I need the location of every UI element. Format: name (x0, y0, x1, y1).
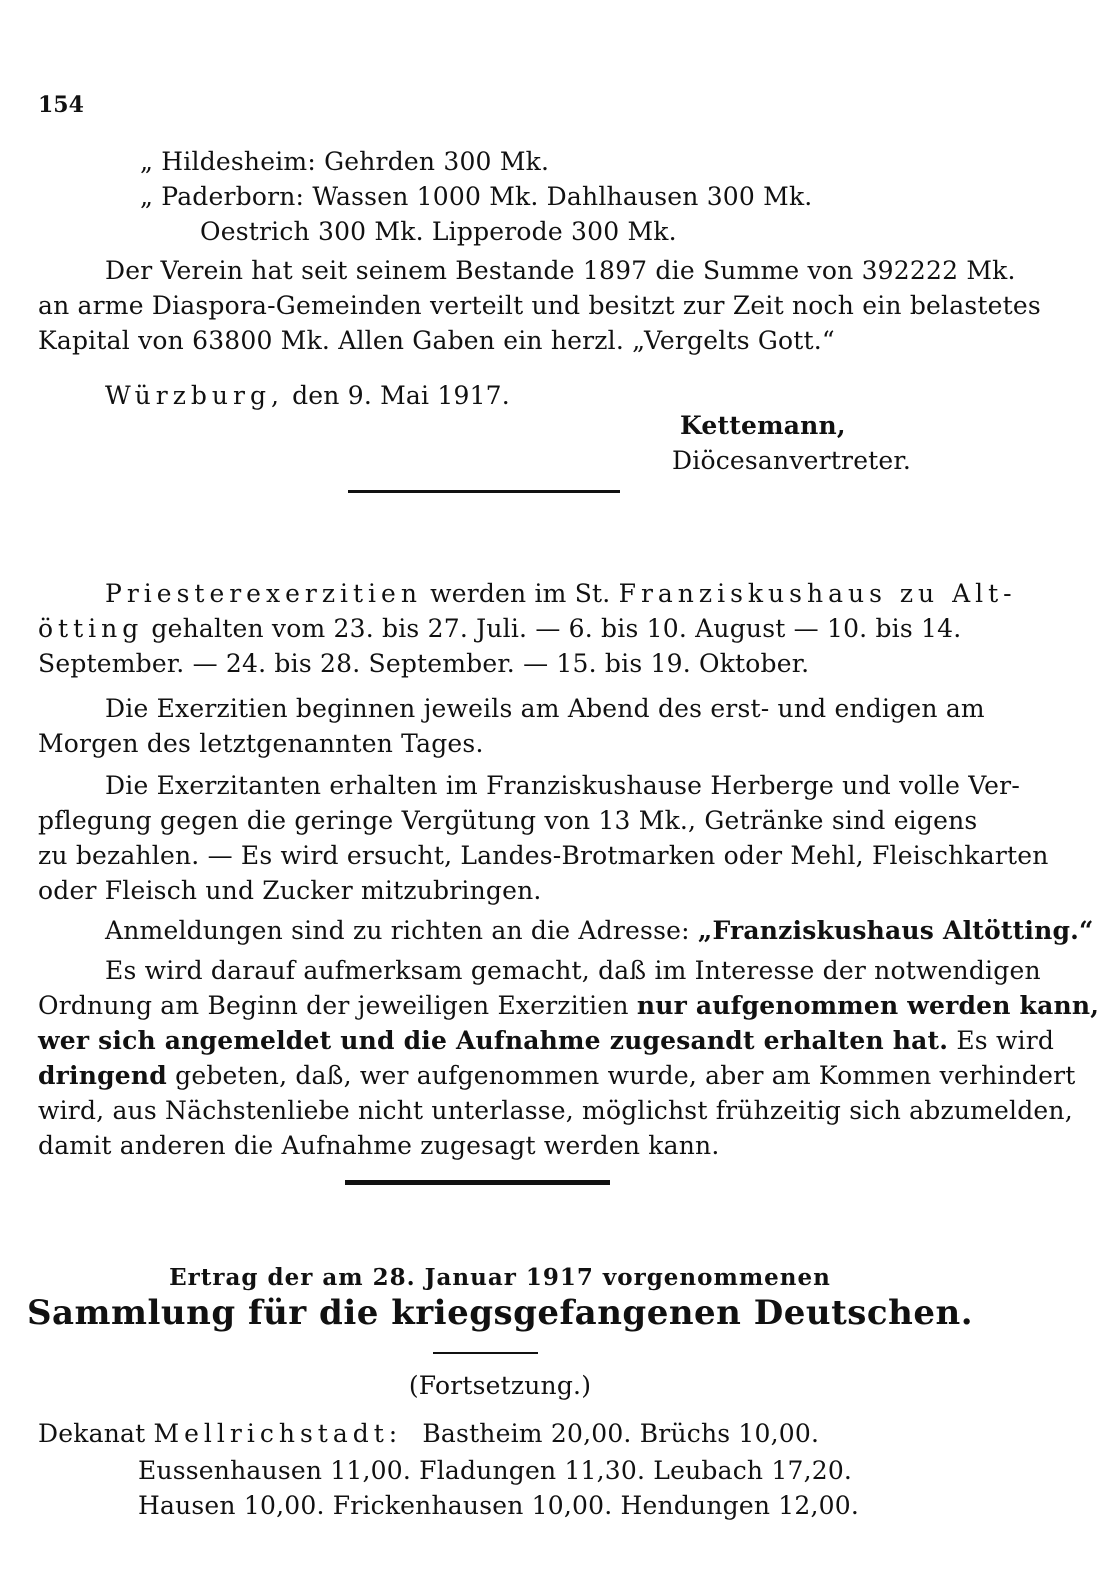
signature-date: den 9. Mai 1917. (292, 381, 510, 410)
exerzitien-p2-line-1: Die Exerzitien beginnen jeweils am Abend des erst- und endigen am (105, 694, 985, 723)
exerzitien-line-2 (38, 613, 961, 645)
exerzitien-line-2-text: gehalten vom 23. bis 27. Juli. — 6. bis 10. August — 10. bis 14. (151, 614, 962, 643)
exerzitien-line-1 (105, 578, 1017, 610)
continuation-label: (Fortsetzung.) (408, 1371, 592, 1400)
signature-title: Diöcesanvertreter. (672, 446, 911, 475)
exerzitien-place-2: ötting (38, 614, 144, 643)
exerzitien-term: Priesterexerzitien (105, 579, 422, 608)
exerzitien-p2-line-2: Morgen des letztgenannten Tages. (38, 729, 484, 758)
verein-line-1: Der Verein hat seit seinem Bestande 1897 die Summe von 392222 Mk. (105, 256, 1016, 285)
dekanat-line (38, 1418, 819, 1450)
hinweis-line-2 (38, 990, 1099, 1022)
hinweis-line-5: wird, aus Nächstenliebe nicht unterlasse, möglichst frühzeitig sich abzumelden, (38, 1096, 1073, 1125)
sammlung-title: Sammlung für die kriegsgefangenen Deutschen. (26, 1293, 974, 1333)
verein-line-2: an arme Diaspora-Gemeinden verteilt und besitzt zur Zeit noch ein belastetes (38, 291, 1041, 320)
signature-place: Würzburg, (105, 381, 284, 410)
exerzitien-line-1-text: werden im St. (430, 579, 611, 608)
exerzitien-p3-line-3: zu bezahlen. — Es wird ersucht, Landes-Brotmarken oder Mehl, Fleischkarten (38, 841, 1049, 870)
hinweis-line-1: Es wird darauf aufmerksam gemacht, daß im Interesse der notwendigen (105, 956, 1041, 985)
signature-name: Kettemann, (680, 411, 846, 440)
donation-line-paderborn: „ Paderborn: Wassen 1000 Mk. Dahlhausen 300 Mk. (140, 182, 813, 211)
dekanat-name: Mellrichstadt: (153, 1419, 403, 1448)
hinweis-emphasis-2: wer sich angemeldet und die Aufnahme zugesandt erhalten hat. (38, 1026, 949, 1055)
hinweis-line-3-text: Es wird (956, 1026, 1055, 1055)
section-divider (348, 490, 620, 493)
section-divider-2 (345, 1180, 610, 1185)
anmeldung-line (105, 915, 1094, 947)
dekanat-row-3: Hausen 10,00. Frickenhausen 10,00. Hendungen 12,00. (138, 1491, 859, 1520)
verein-line-3: Kapital von 63800 Mk. Allen Gaben ein herzl. „Vergelts Gott.“ (38, 326, 835, 355)
hinweis-line-6: damit anderen die Aufnahme zugesagt werden kann. (38, 1131, 720, 1160)
signature-dateline (105, 380, 510, 412)
exerzitien-p3-line-2: pflegung gegen die geringe Vergütung von 13 Mk., Getränke sind eigens (38, 806, 978, 835)
anmeldung-address: „Franziskushaus Altötting.“ (697, 916, 1094, 945)
hinweis-line-4 (38, 1060, 1076, 1092)
exerzitien-place-1: Franziskushaus zu Alt- (618, 579, 1017, 608)
anmeldung-lead: Anmeldungen sind zu richten an die Adresse: (105, 916, 690, 945)
sammlung-subtitle: Ertrag der am 28. Januar 1917 vorgenommenen (169, 1264, 831, 1291)
hinweis-line-2-text: Ordnung am Beginn der jeweiligen Exerzitien (38, 991, 629, 1020)
exerzitien-line-3: September. — 24. bis 28. September. — 15. bis 19. Oktober. (38, 649, 810, 678)
donation-line-oestrich: Oestrich 300 Mk. Lipperode 300 Mk. (200, 217, 677, 246)
hinweis-emphasis-1: nur aufgenommen werden kann, (636, 991, 1099, 1020)
page-number: 154 (38, 92, 84, 118)
title-underline (433, 1352, 538, 1354)
dekanat-row-2: Eussenhausen 11,00. Fladungen 11,30. Leubach 17,20. (138, 1456, 853, 1485)
donation-line-hildesheim: „ Hildesheim: Gehrden 300 Mk. (140, 147, 550, 176)
hinweis-line-4-text: gebeten, daß, wer aufgenommen wurde, aber am Kommen verhindert (175, 1061, 1076, 1090)
hinweis-line-3 (38, 1025, 1054, 1057)
dekanat-label: Dekanat (38, 1419, 146, 1448)
dekanat-row-1: Bastheim 20,00. Brüchs 10,00. (422, 1419, 820, 1448)
exerzitien-p3-line-1: Die Exerzitanten erhalten im Franziskushause Herberge und volle Ver- (105, 771, 1020, 800)
exerzitien-p3-line-4: oder Fleisch und Zucker mitzubringen. (38, 876, 542, 905)
hinweis-emphasis-3: dringend (38, 1061, 167, 1090)
